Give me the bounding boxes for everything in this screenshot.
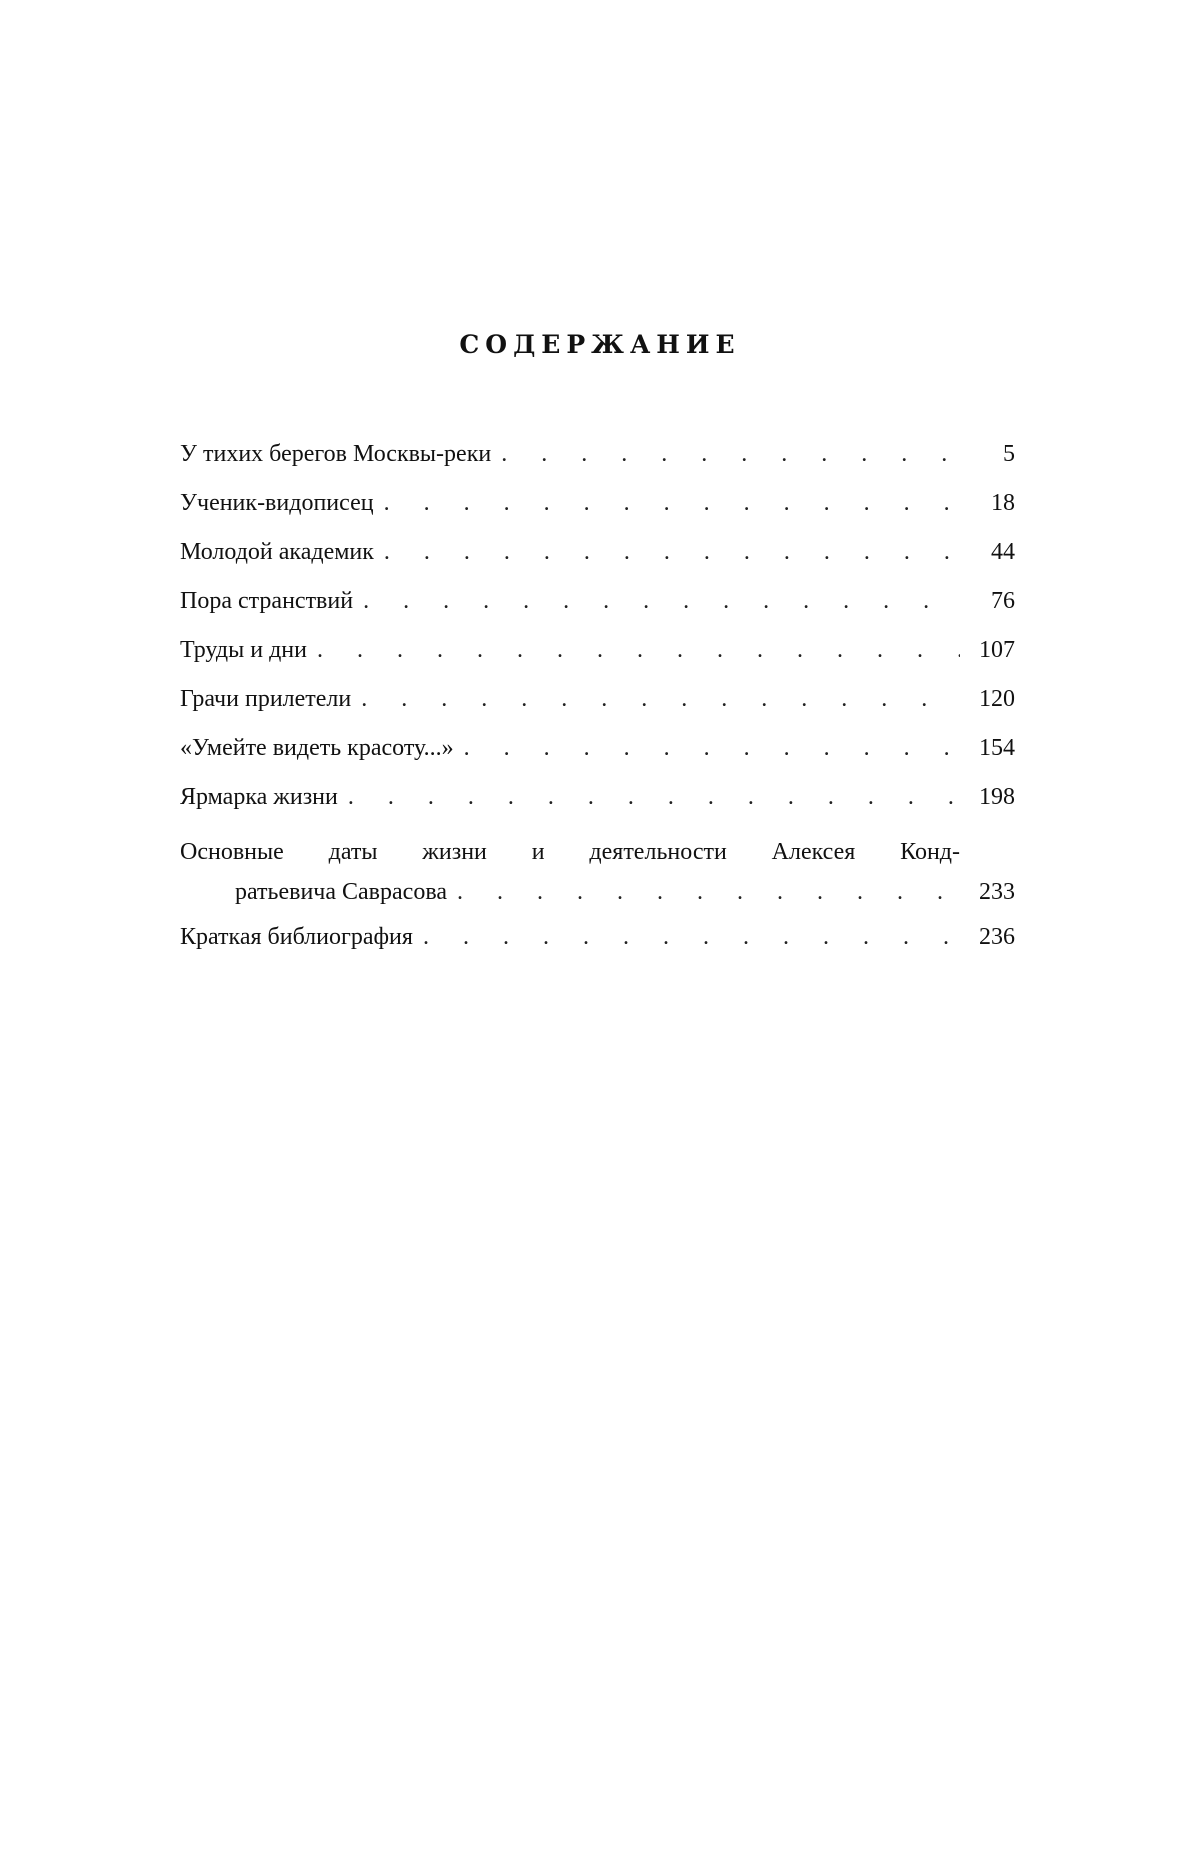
toc-entry-label: Краткая библиография	[180, 924, 413, 950]
dot-leader	[464, 724, 960, 773]
toc-entry-page: 5	[1003, 441, 1015, 467]
dot-leader	[423, 913, 960, 962]
toc-entry-page: 107	[979, 637, 1015, 663]
dot-leader	[348, 773, 960, 822]
toc-entry-page: 76	[991, 588, 1015, 614]
toc-entry-page: 233	[979, 879, 1015, 905]
toc-entry	[180, 626, 1015, 675]
dot-leader	[384, 528, 960, 577]
dot-leader	[317, 626, 960, 675]
toc-entry	[180, 528, 1015, 577]
toc-entry	[180, 430, 1015, 479]
page-title: СОДЕРЖАНИЕ	[459, 330, 741, 359]
toc-entry-label: Пора странствий	[180, 588, 354, 614]
toc-entry	[180, 479, 1015, 528]
toc-entry-label: У тихих берегов Москвы-реки	[180, 441, 492, 467]
toc-entry-page: 120	[979, 686, 1015, 712]
toc-entry	[180, 675, 1015, 724]
toc-entry-label-line1: Основные даты жизни и деятельности Алексея Конд-	[180, 839, 960, 865]
toc-entry-label-line2: ратьевича Саврасова	[235, 879, 447, 905]
toc-entry	[180, 577, 1015, 626]
toc-entry-line2	[180, 871, 1015, 913]
toc-entry-appendix	[180, 834, 1015, 913]
toc-entry	[180, 724, 1015, 773]
toc-entry-label: Молодой академик	[180, 539, 374, 565]
toc-entry-label: Ярмарка жизни	[180, 784, 338, 810]
dot-leader	[501, 430, 960, 479]
toc-entry-label: Труды и дни	[180, 637, 307, 663]
table-of-contents	[180, 430, 1015, 962]
toc-entry-page: 44	[991, 539, 1015, 565]
toc-entry-page: 18	[991, 490, 1015, 516]
dot-leader	[457, 871, 960, 913]
dot-leader	[384, 479, 960, 528]
toc-entry-page: 198	[979, 784, 1015, 810]
toc-entry-page: 236	[979, 924, 1015, 950]
dot-leader	[361, 675, 960, 724]
dot-leader	[363, 577, 960, 626]
toc-entry-label: Грачи прилетели	[180, 686, 352, 712]
toc-entry-label: Ученик-видописец	[180, 490, 374, 516]
toc-entry	[180, 773, 1015, 822]
toc-entry-bibliography	[180, 913, 1015, 962]
toc-entry-label: «Умейте видеть красоту...»	[180, 735, 454, 761]
toc-entry-page: 154	[979, 735, 1015, 761]
